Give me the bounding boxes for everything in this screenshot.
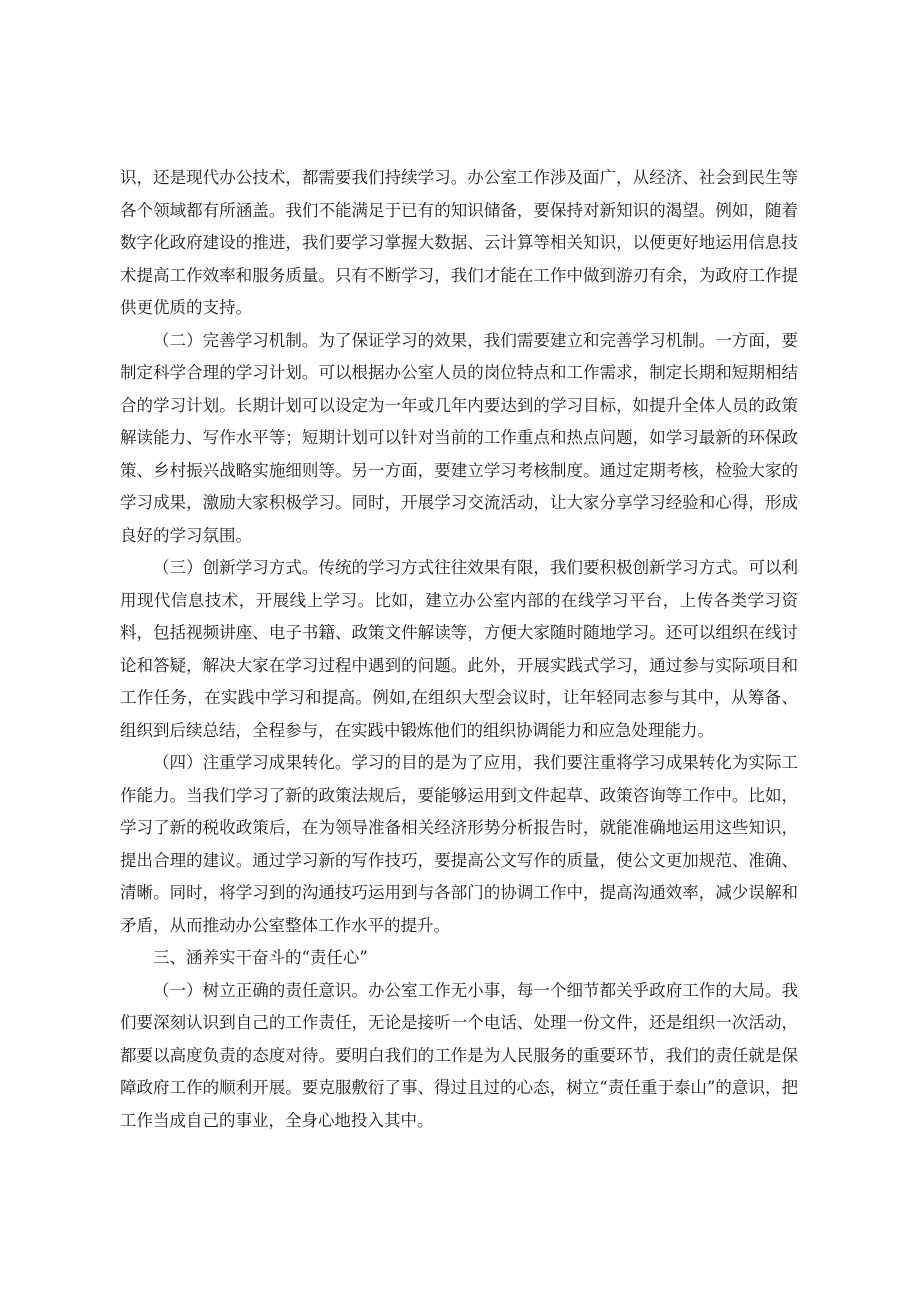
document-page xyxy=(120,162,798,1137)
section-heading: 三、涵养实干奋斗的“责任心” xyxy=(153,948,368,967)
paragraph-innovate-learning-methods: （三）创新学习方式。传统的学习方式往往效果有限，我们要积极创新学习方式。可以利用现代信息技术，开展线上学习。比如，建立办公室内部的在线学习平台，上传各类学习资料，包括视频讲座、电子书籍、政策文件解读等，方便大家随时随地学习。还可以组织在线讨论和答疑，解决大家在学习过程中遇到的问题。此外，开展实践式学习，通过参与实际项目和工作任务，在实践中学习和提高。例如,在组织大型会议时，让年轻同志参与其中，从筹备、组织到后续总结，全程参与，在实践中锻炼他们的组织协调能力和应急处理能力。 xyxy=(120,558,798,740)
paragraph-improve-learning-mechanism: （二）完善学习机制。为了保证学习的效果，我们需要建立和完善学习机制。一方面，要制定科学合理的学习计划。可以根据办公室人员的岗位特点和工作需求，制定长期和短期相结合的学习计划。长期计划可以设定为一年或几年内要达到的学习目标，如提升全体人员的政策解读能力、写作水平等；短期计划可以针对当前的工作重点和热点问题，如学习最新的环保政策、乡村振兴战略实施细则等。另一方面，要建立学习考核制度。通过定期考核，检验大家的学习成果，激励大家积极学习。同时，开展学习交流活动，让大家分享学习经验和心得，形成良好的学习氛围。 xyxy=(120,330,798,545)
paragraph-responsibility-awareness: （一）树立正确的责任意识。办公室工作无小事，每一个细节都关乎政府工作的大局。我们要深刻认识到自己的工作责任，无论是接听一个电话、处理一份文件，还是组织一次活动，都要以高度负责的态度对待。要明白我们的工作是为人民服务的重要环节，我们的责任就是保障政府工作的顺利开展。要克服敷衍了事、得过且过的心态，树立“责任重于泰山”的意识，把工作当成自己的事业，全身心地投入其中。 xyxy=(120,980,798,1130)
paragraph-learning-outcome-transformation: （四）注重学习成果转化。学习的目的是为了应用，我们要注重将学习成果转化为实际工作能力。当我们学习了新的政策法规后，要能够运用到文件起草、政策咨询等工作中。比如，学习了新的税收政策后，在为领导准备相关经济形势分析报告时，就能准确地运用这些知识，提出合理的建议。通过学习新的写作技巧，要提高公文写作的质量，使公文更加规范、准确、清晰。同时，将学习到的沟通技巧运用到与各部门的协调工作中，提高沟通效率，减少误解和矛盾，从而推动办公室整体工作水平的提升。 xyxy=(120,753,798,935)
paragraph-continuation: 识，还是现代办公技术，都需要我们持续学习。办公室工作涉及面广，从经济、社会到民生等各个领域都有所涵盖。我们不能满足于已有的知识储备，要保持对新知识的渴望。例如，随着数字化政府建设的推进，我们要学习掌握大数据、云计算等相关知识，以便更好地运用信息技术提高工作效率和服务质量。只有不断学习，我们才能在工作中做到游刃有余，为政府工作提供更优质的支持。 xyxy=(120,168,798,317)
